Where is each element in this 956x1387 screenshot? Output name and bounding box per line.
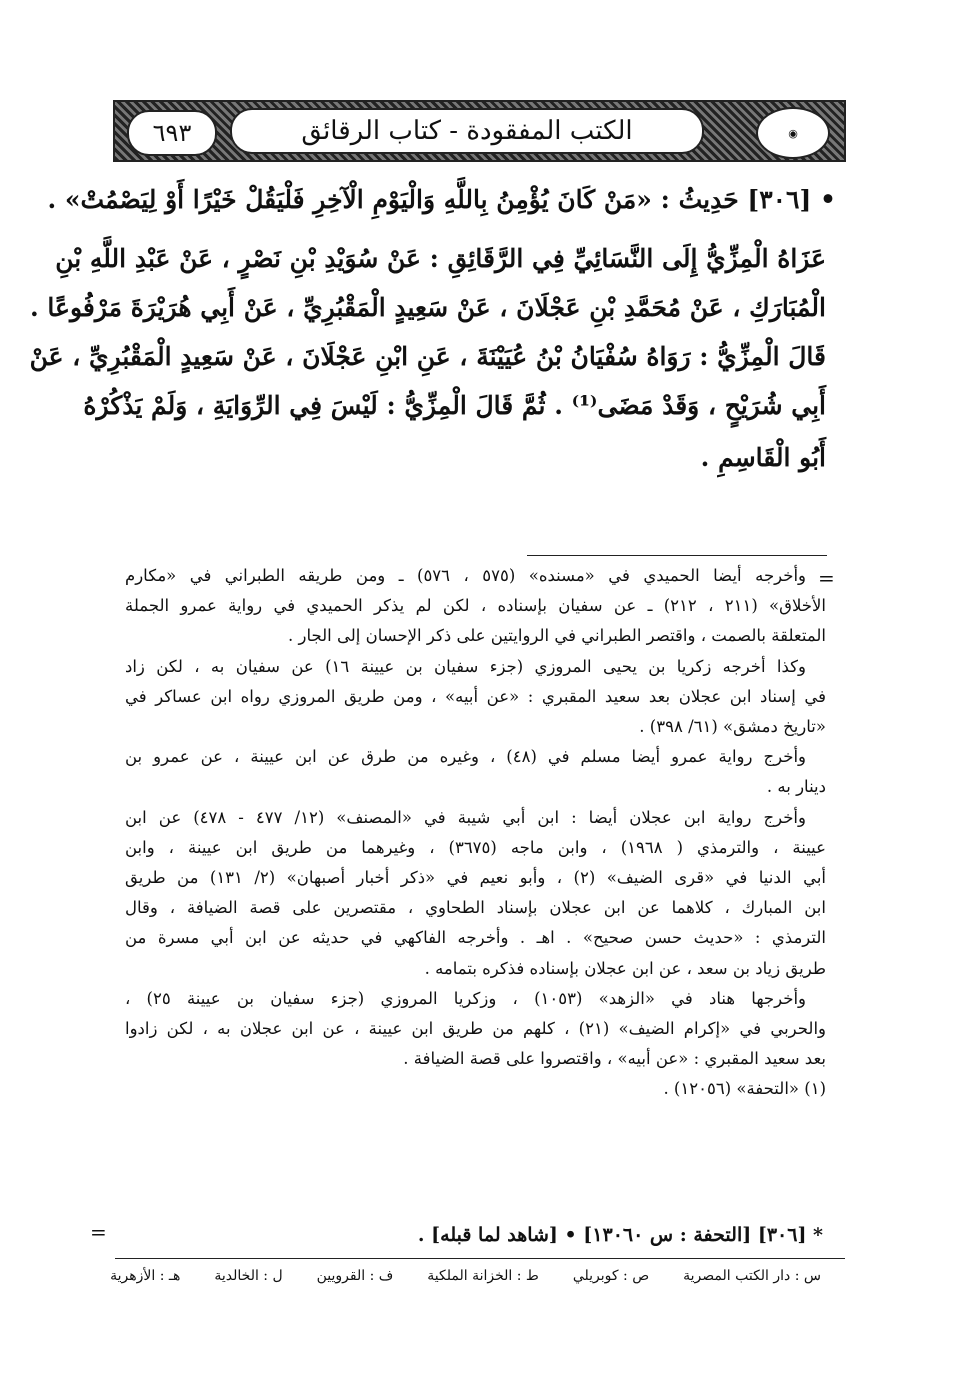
footnote-line: عيينة ، والترمذي ( ١٩٦٨) ، وابن ماجه (٣٦٧٥) ، وغيرهما من طريق ابن عيينة ، وابن <box>125 837 827 857</box>
footnote-line: (١) «التحفة» (١٢٠٥٦) . <box>663 1079 826 1099</box>
hadith-text-line: عَزَاهُ الْمِزِّيُّ إِلَى النَّسَائِيِّ فِي الرَّقَائِقِ : عَنْ سُوَيْدِ بْنِ نَصْرٍ ، عَنْ عَبْدِ اللَّهِ بْنِ <box>55 244 826 273</box>
hadith-text-line: أَبُو الْقَاسِمِ . <box>700 443 826 472</box>
bottom-rule <box>115 1258 845 1259</box>
legend-item: ف : القرويين <box>316 1268 394 1284</box>
footnote-line: في إسناد ابن عجلان بعد سعيد المقبري : «عن أبيه» ، ومن طريق المروزي رواه ابن عساكر في <box>125 686 826 706</box>
manuscript-legend <box>110 1268 821 1284</box>
footnote-line: وأخرجه أيضا الحميدي في «مسنده» (٥٧٥ ، ٥٧٦) ـ ومن طريقه الطبراني في «مكارم <box>125 566 806 585</box>
hadith-text-line: قَالَ الْمِزِّيُّ : رَوَاهُ سُفْيَانُ بْنُ عُيَيْنَةَ ، عَنِ ابْنِ عَجْلَانَ ، عَنْ سَعِيدٍ الْمَقْبُرِيِّ ، عَنْ <box>29 342 826 371</box>
legend-item: س : دار الكتب المصرية <box>683 1268 821 1284</box>
hadith-text-line: الْمُبَارَكِ ، عَنْ مُحَمَّدِ بْنِ عَجْلَانَ ، عَنْ سَعِيدٍ الْمَقْبُرِيِّ ، عَنْ أَبِي هُرَيْرَةَ مَرْفُوعًا . <box>30 293 826 322</box>
running-title: الكتب المفقودة - كتاب الرقائق <box>230 108 704 154</box>
hadith-text-line: أَبِي شُرَيْحٍ ، وَقَدْ مَضَى⁽¹⁾ . ثُمَّ قَالَ الْمِزِّيُّ : لَيْسَ فِي الرِّوَايَةِ ، وَلَمْ يَذْكُرْهُ <box>83 391 826 420</box>
footnote-line: دينار به . <box>766 777 826 797</box>
footnote-line: «تاريخ دمشق» (٦١/ ٣٩٨) . <box>639 717 826 736</box>
footnote-line: الأخلاق» (٢١١ ، ٢١٢) ـ عن سفيان بإسناده ، لكن لم يذكر الحميدي في رواية عمرو الجملة <box>125 596 826 616</box>
book-logo: ◉ <box>756 107 830 159</box>
legend-item: ص : كوبريلي <box>572 1268 650 1284</box>
continuation-mark-end: = <box>90 1220 107 1244</box>
page-header <box>113 100 846 162</box>
footnote-line: وأخرج رواية ابن عجلان أيضا : ابن أبي شيبة في «المصنف» (١٢/ ٤٧٧ - ٤٧٨) عن ابن <box>125 807 806 827</box>
hadith-text-line: • [٣٠٦] حَدِيثُ : «مَنْ كَانَ يُؤْمِنُ بِاللَّهِ وَالْيَوْمِ الْآخِرِ فَلْيَقُلْ خَيْرًا أَوْ لِيَصْمُتْ» . <box>47 185 836 214</box>
footnote-line: وأخرج رواية عمرو أيضا مسلم في (٤٨) ، وغيره من طرق عن ابن عيينة ، عن عمرو بن <box>125 747 807 767</box>
footnote-line: ابن المبارك ، كلاهما عن ابن عجلان بإسناد الطحاوي ، مقتصرين على قصة الضيافة ، وقال <box>125 898 826 918</box>
footnote-line: الترمذي : «حديث حسن صحيح» . اهـ . وأخرجه الفاكهي في حديثه عن ابن أبي مسرة من <box>125 928 826 948</box>
reference-line: * [٣٠٦] [التحفة : س ١٣٠٦٠] • [شاهد لما قبله] . <box>417 1224 823 1246</box>
legend-item: ط : الخزانة الملكية <box>427 1268 539 1284</box>
footnote-line: بعد سعيد المقبري : «عن أبيه» ، واقتصروا على قصة الضيافة . <box>403 1049 826 1069</box>
footnote-line: أبي الدنيا في «قرى الضيف» (٢) ، وأبو نعيم في «ذكر أخبار أصبهان» (٢/ ١٣١) من طريق <box>125 868 826 887</box>
footnote-line: والحربي في «إكرام الضيف» (٢١) ، كلهم من طريق ابن عيينة ، عن ابن عجلان به ، لكن زادوا <box>125 1019 826 1038</box>
footnote-line: طريق زياد بن سعد ، عن ابن عجلان بإسناده فذكره بتمامه . <box>424 958 826 978</box>
footnote-line: وكذا أخرجه زكريا بن يحيى المروزي (جزء سفيان بن عيينة ١٦) عن سفيان به ، لكن زاد <box>125 656 806 676</box>
legend-item: هـ : الأزهرية <box>110 1268 181 1284</box>
page-number: ٦٩٣ <box>127 110 217 156</box>
continuation-mark: = <box>818 566 835 590</box>
legend-item: ل : الخالدية <box>214 1268 283 1284</box>
footnote-separator <box>527 555 827 556</box>
footnote-line: وأخرجها هناد في «الزهد» (١٠٥٣) ، وزكريا المروزي (جزء سفيان بن عيينة ٢٥) ، <box>125 988 806 1008</box>
footnote-line: المتعلقة بالصمت ، واقتصر الطبراني في الروايتين على ذكر الإحسان إلى الجار . <box>287 626 826 646</box>
